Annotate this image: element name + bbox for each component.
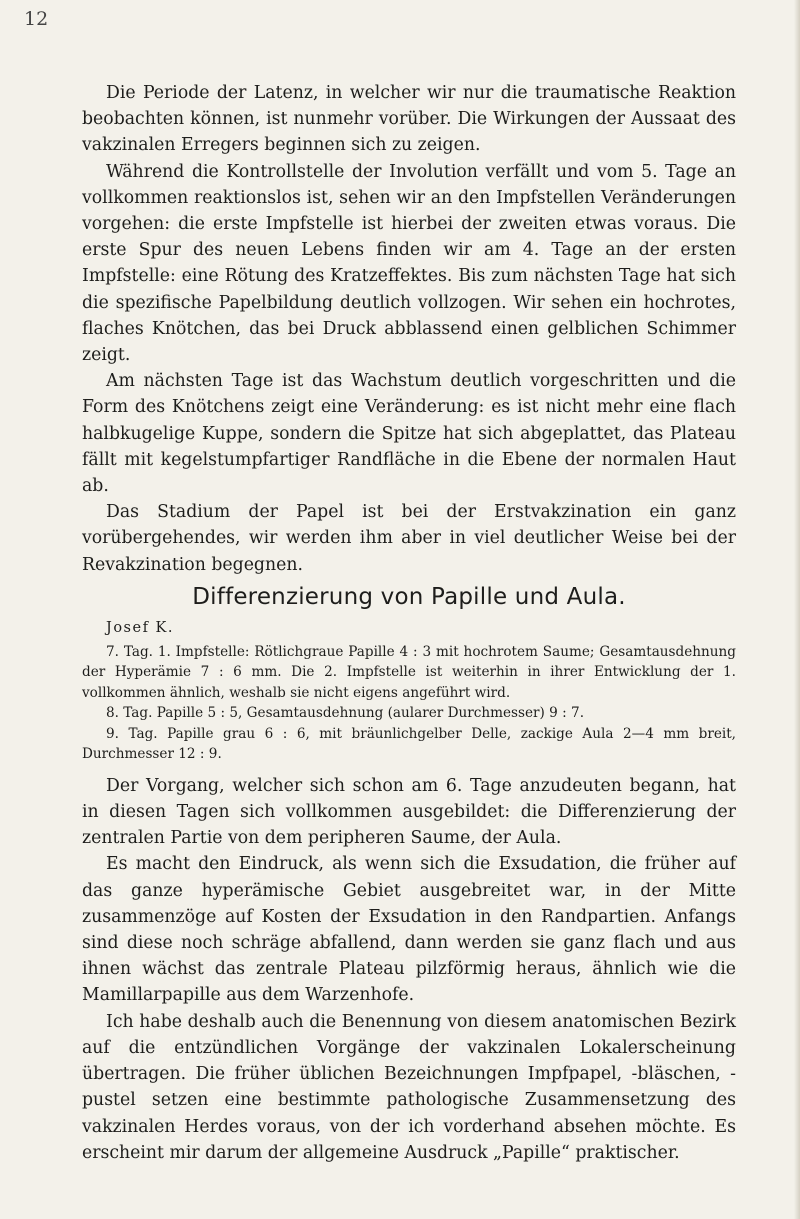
page-content [82,80,736,1166]
paragraph-involution: Während die Kontrollstelle der Involution verfällt und vom 5. Tage an vollkommen reaktionslos ist, sehen wir an den Impfstellen Veränderungen vorgehen: die erste Impfstelle ist hierbei der zweiten etwas voraus. Die erste Spur des neuen Lebens finden wir am 4. Tage an der ersten Impfstelle: eine Rötung des Kratzeffektes. Bis zum nächsten Tage hat sich die spezifische Papelbildung deutlich vollzogen. Wir sehen ein hochrotes, flaches Knötchen, das bei Druck abblassend einen gelblichen Schimmer zeigt. [82,161,736,366]
page-edge-shadow [794,0,800,1219]
paragraph-nomenclature: Ich habe deshalb auch die Benennung von diesem anatomischen Bezirk auf die entzündlichen Vorgänge der vakzinalen Lokalerscheinung übertragen. Die früher üblichen Bezeichnungen Impfpapel, -bläschen, -pustel setzen eine bestimmte pathologische Zusammensetzung des vakzinalen Herdes voraus, von der ich vorderhand absehen möchte. Es erscheint mir darum der allgemeine Ausdruck „Papille“ praktischer. [82,1011,736,1163]
case-entry-day-9: 9. Tag. Papille grau 6 : 6, mit bräunlichgelber Delle, zackige Aula 2—4 mm breit, Durchmesser 12 : 9. [82,725,736,763]
paragraph-latency: Die Periode der Latenz, in welcher wir nur die traumatische Reaktion beobachten können, ist nunmehr vorüber. Die Wirkungen der Aussaat des vakzinalen Erregers beginnen sich zu zeigen. [82,83,736,156]
case-report [82,618,736,765]
case-entry-day-8: 8. Tag. Papille 5 : 5, Gesamtausdehnung (aularer Durchmesser) 9 : 7. [106,705,585,722]
page-number: 12 [24,8,49,30]
paragraph-growth: Am nächsten Tage ist das Wachstum deutlich vorgeschritten und die Form des Knötchens zeigt eine Veränderung: es ist nicht mehr eine flach halbkugelige Kuppe, sondern die Spitze hat sich abgeplattet, das Plateau fällt mit kegelstumpfartiger Randfläche in die Ebene der normalen Haut ab. [82,371,736,497]
paragraph-papule-stage: Das Stadium der Papel ist bei der Erstvakzination ein ganz vorübergehendes, wir werden ihm aber in viel deutlicher Weise bei der Revakzination begegnen. [82,502,736,575]
section-heading: Differenzierung von Papille und Aula. [192,583,626,610]
case-patient-name: Josef K. [106,619,174,636]
paragraph-differentiation: Der Vorgang, welcher sich schon am 6. Tage anzudeuten begann, hat in diesen Tagen sich vollkommen ausgebildet: die Differenzierung der zentralen Partie von dem peripheren Saume, der Aula. [82,775,736,849]
paragraph-exsudation: Es macht den Eindruck, als wenn sich die Exsudation, die früher auf das ganze hyperämische Gebiet ausgebreitet war, in der Mitte zusammenzöge auf Kosten der Exsudation in den Randpartien. Anfangs sind diese noch schräge abfallend, dann werden sie ganz flach und aus ihnen wächst das zentrale Plateau pilzförmig heraus, ähnlich wie die Mamillarpapille aus dem Warzenhofe. [82,854,736,1006]
case-entry-day-7: 7. Tag. 1. Impfstelle: Rötlichgraue Papille 4 : 3 mit hochrotem Saume; Gesamtausdehnung der Hyperämie 7 : 6 mm. Die 2. Impfstelle ist weiterhin in ihrer Entwicklung der 1. vollkommen ähnlich, weshalb sie nicht eigens angeführt wird. [82,643,736,701]
